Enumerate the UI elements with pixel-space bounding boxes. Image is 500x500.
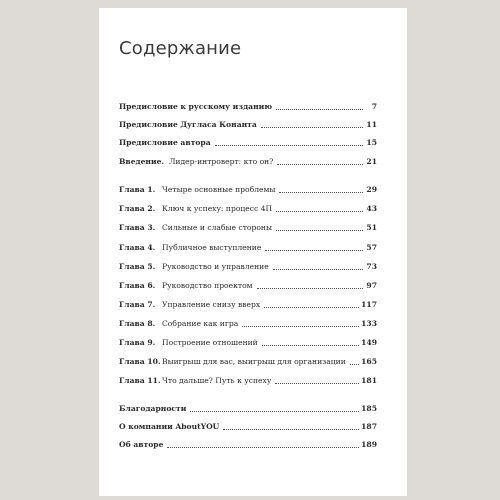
toc-entry-page: 21 <box>366 157 377 166</box>
toc-entry-title: Управление снизу вверх <box>162 300 261 309</box>
dot-leader <box>276 229 363 231</box>
toc-entry-title: Выигрыш для вас, выигрыш для организации <box>162 357 346 366</box>
toc-entry-foreword-russian[interactable] <box>119 100 377 114</box>
page-title: Содержание <box>119 38 242 59</box>
toc-entry-label: Глава 3. <box>119 223 156 232</box>
toc-entry-label: Глава 1. <box>119 185 156 194</box>
toc-entry-page: 181 <box>361 376 377 385</box>
toc-entry-page: 29 <box>366 185 377 194</box>
toc-entry-title: Построение отношений <box>162 338 258 347</box>
toc-entry-title: Четыре основные проблемы <box>162 185 276 194</box>
toc-entry-title: Предисловие к русскому изданию <box>119 102 273 111</box>
toc-entry-title: Предисловие автора <box>119 138 211 147</box>
dot-leader <box>167 446 359 448</box>
toc-entry-page: 11 <box>366 120 377 129</box>
toc-entry-page: 57 <box>366 243 377 252</box>
toc-entry-page: 43 <box>366 204 377 213</box>
toc-entry-page: 117 <box>361 300 377 309</box>
toc-entry-chapter-4[interactable] <box>119 241 377 255</box>
toc-entry-chapter-6[interactable] <box>119 279 377 293</box>
toc-entry-about-company[interactable] <box>119 420 377 434</box>
toc-entry-page: 185 <box>361 404 377 413</box>
dot-leader <box>190 410 359 412</box>
toc-entry-label: Глава 4. <box>119 243 156 252</box>
toc-entry-title: Руководство и управление <box>162 262 269 271</box>
book-page <box>99 8 407 496</box>
dot-leader <box>215 144 363 146</box>
toc-entry-title: Об авторе <box>119 440 164 449</box>
toc-entry-chapter-7[interactable] <box>119 298 377 312</box>
toc-entry-page: 97 <box>366 281 377 290</box>
toc-entry-title: Ключ к успеху: процесс 4П <box>162 204 273 213</box>
toc-entry-label: Глава 6. <box>119 281 156 290</box>
toc-entry-about-author[interactable] <box>119 438 377 452</box>
dot-leader <box>223 428 359 430</box>
dot-leader <box>257 287 363 289</box>
toc-entry-page: 15 <box>366 138 377 147</box>
toc-entry-foreword-conant[interactable] <box>119 118 377 132</box>
toc-entry-title: Предисловие Дугласа Конанта <box>119 120 257 129</box>
toc-entry-chapter-5[interactable] <box>119 260 377 274</box>
toc-entry-label: Глава 9. <box>119 338 156 347</box>
toc-entry-chapter-3[interactable] <box>119 221 377 235</box>
dot-leader <box>279 191 363 193</box>
toc-entry-page: 7 <box>371 102 377 111</box>
toc-entry-title: Сильные и слабые стороны <box>162 223 273 232</box>
dot-leader <box>350 363 359 365</box>
toc-entry-chapter-2[interactable] <box>119 202 377 216</box>
toc-entry-chapter-11[interactable] <box>119 374 377 388</box>
toc-entry-label: Глава 10. <box>119 357 161 366</box>
toc-entry-chapter-10[interactable] <box>119 355 377 369</box>
toc-entry-title: Благодарности <box>119 404 187 413</box>
toc-entry-label: Введение. <box>119 157 165 166</box>
toc-entry-page: 189 <box>361 440 377 449</box>
toc-entry-label: Глава 11. <box>119 376 161 385</box>
toc-entry-label: Глава 7. <box>119 300 156 309</box>
toc-entry-title: Лидер-интроверт: кто он? <box>169 157 274 166</box>
dot-leader <box>277 163 363 165</box>
toc-entry-title: Руководство проектом <box>162 281 253 290</box>
dot-leader <box>273 268 363 270</box>
toc-entry-acknowledgements[interactable] <box>119 402 377 416</box>
toc-entry-page: 51 <box>366 223 377 232</box>
toc-entry-page: 187 <box>361 422 377 431</box>
toc-entry-chapter-9[interactable] <box>119 336 377 350</box>
toc-entry-label: Глава 5. <box>119 262 156 271</box>
toc-entry-page: 149 <box>361 338 377 347</box>
dot-leader <box>276 108 363 110</box>
toc-entry-title: Публичное выступление <box>162 243 262 252</box>
dot-leader <box>264 306 359 308</box>
toc-entry-chapter-8[interactable] <box>119 317 377 331</box>
toc-entry-label: Глава 8. <box>119 319 156 328</box>
dot-leader <box>242 325 359 327</box>
toc-entry-page: 133 <box>361 319 377 328</box>
toc-entry-page: 165 <box>361 357 377 366</box>
toc-entry-introduction[interactable] <box>119 155 377 169</box>
dot-leader <box>275 382 359 384</box>
toc-entry-page: 73 <box>366 262 377 271</box>
dot-leader <box>276 210 363 212</box>
dot-leader <box>262 344 359 346</box>
toc-entry-title: О компании AboutYOU <box>119 422 220 431</box>
toc-entry-title: Что дальше? Путь к успеху <box>162 376 272 385</box>
toc-entry-title: Собрание как игра <box>162 319 239 328</box>
toc-entry-label: Глава 2. <box>119 204 156 213</box>
dot-leader <box>265 249 363 251</box>
toc-entry-foreword-author[interactable] <box>119 136 377 150</box>
dot-leader <box>261 126 363 128</box>
toc-entry-chapter-1[interactable] <box>119 183 377 197</box>
